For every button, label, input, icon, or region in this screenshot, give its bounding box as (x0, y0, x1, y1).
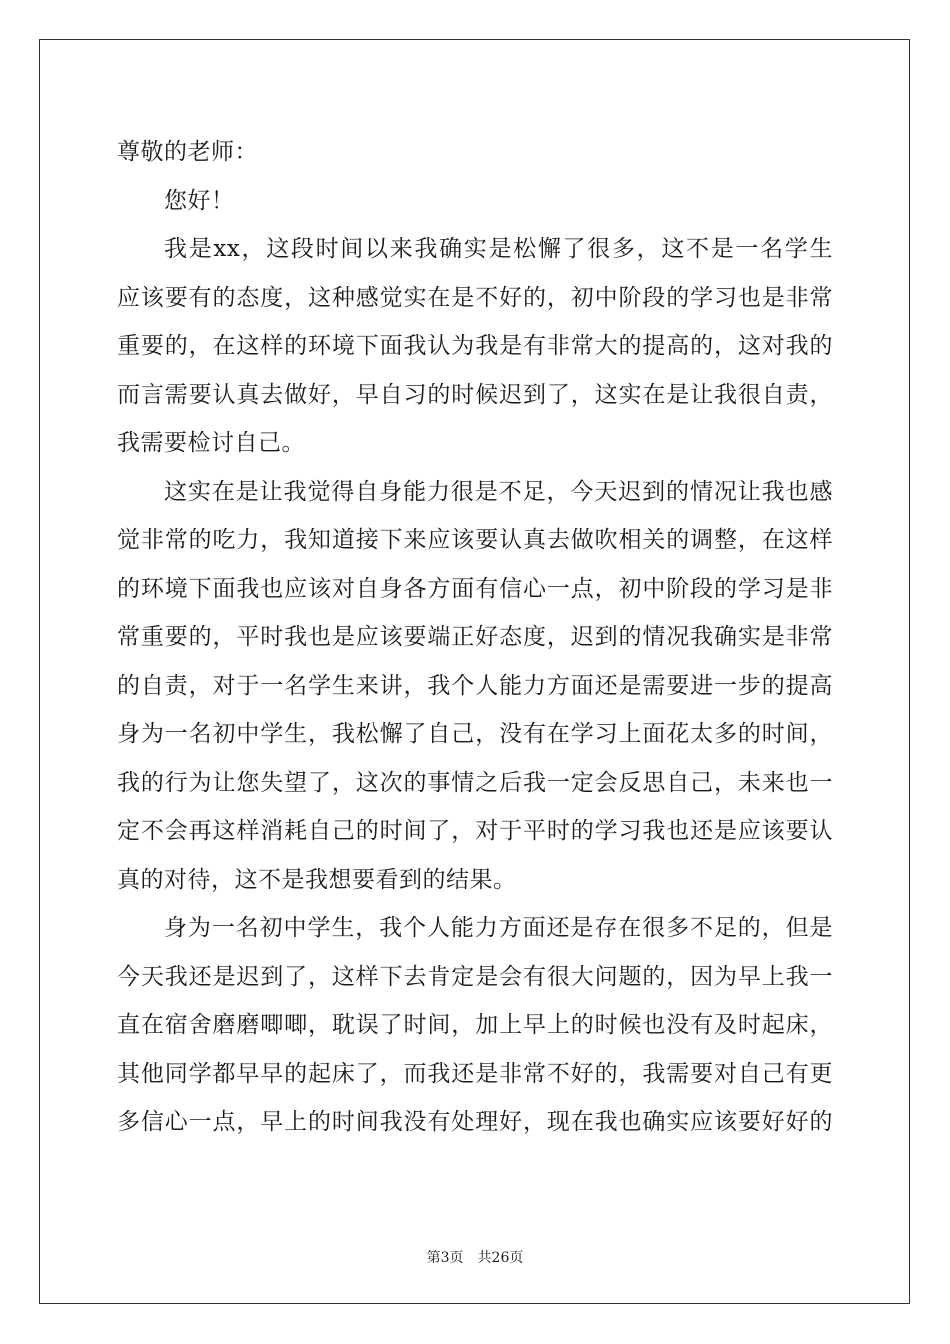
text-line: 觉非常的吃力，我知道接下来应该要认真去做吹相关的调整，在这样 (117, 527, 833, 553)
text-line: 多信心一点，早上的时间我没有处理好，现在我也确实应该要好好的 (117, 1109, 833, 1135)
text-line: 我需要检讨自己。 (117, 430, 305, 456)
text-line: 的自责，对于一名学生来讲，我个人能力方面还是需要进一步的提高 (117, 672, 833, 699)
text-line: 这实在是让我觉得自身能力很是不足，今天迟到的情况让我也感 (164, 478, 833, 505)
text-line: 常重要的，平时我也是应该要端正好态度，迟到的情况我确实是非常 (117, 624, 833, 650)
text-line: 身为一名初中学生，我松懈了自己，没有在学习上面花太多的时间， (117, 721, 833, 747)
text-line: 而言需要认真去做好，早自习的时候迟到了，这实在是让我很自责， (117, 381, 833, 408)
text-line: 直在宿舍磨磨唧唧，耽误了时间，加上早上的时候也没有及时起床， (117, 1012, 833, 1038)
letter-body (117, 128, 833, 1147)
text-line: 的环境下面我也应该对自身各方面有信心一点，初中阶段的学习是非 (117, 575, 833, 602)
text-line: 应该要有的态度，这种感觉实在是不好的，初中阶段的学习也是非常 (117, 284, 833, 311)
text-line: 我是xx，这段时间以来我确实是松懈了很多，这不是一名学生 (164, 236, 833, 262)
text-line: 重要的，在这样的环境下面我认为我是有非常大的提高的，这对我的 (117, 333, 833, 359)
page-footer (0, 1247, 950, 1267)
text-line: 我的行为让您失望了，这次的事情之后我一定会反思自己，未来也一 (117, 769, 833, 796)
text-line: 其他同学都早早的起床了，而我还是非常不好的，我需要对自己有更 (117, 1060, 833, 1087)
text-line: 今天我还是迟到了，这样下去肯定是会有很大问题的，因为早上我一 (117, 963, 833, 990)
text-line: 定不会再这样消耗自己的时间了，对于平时的学习我也还是应该要认 (117, 818, 833, 844)
page-total: 共26页 (477, 1250, 524, 1266)
salutation: 尊敬的老师： (117, 139, 258, 165)
greeting: 您好！ (164, 187, 235, 214)
text-line: 真的对待，这不是我想要看到的结果。 (117, 866, 517, 893)
page-number: 第3页 (426, 1250, 464, 1266)
text-line: 身为一名初中学生，我个人能力方面还是存在很多不足的，但是 (164, 915, 833, 941)
